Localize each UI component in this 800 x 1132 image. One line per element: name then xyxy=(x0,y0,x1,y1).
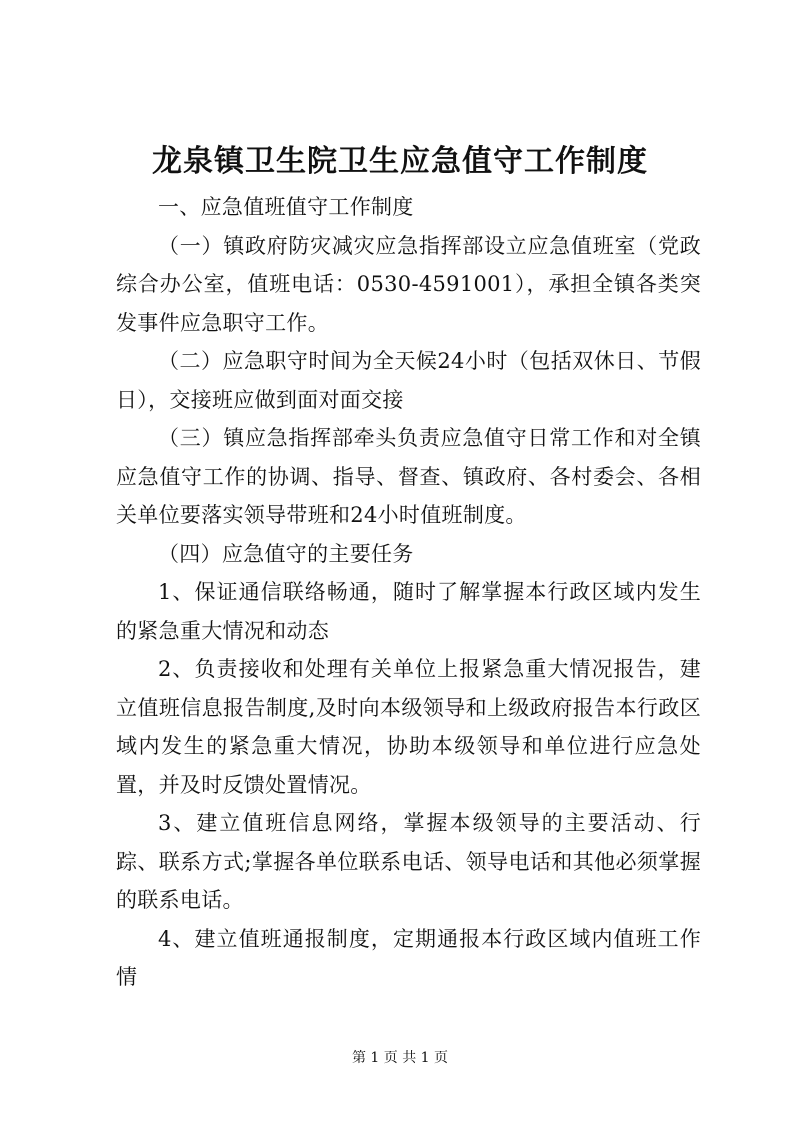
section-heading: 一、应急值班值守工作制度 xyxy=(158,195,414,219)
page-title: 龙泉镇卫生院卫生应急值守工作制度 xyxy=(152,144,648,179)
document-body xyxy=(116,188,701,997)
paragraph-item-1: （一）镇政府防灾减灾应急指挥部设立应急值班室（党政综合办公室，值班电话：0530-4591001），承担全镇各类突发事件应急职守工作。 xyxy=(116,233,701,335)
task-item-2: 2、负责接收和处理有关单位上报紧急重大情况报告，建立值班信息报告制度,及时向本级领导和上级政府报告本行政区域内发生的紧急重大情况，协助本级领导和单位进行应急处置，并及时反馈处置情况。 xyxy=(116,657,701,797)
paragraph-item-3: （三）镇应急指挥部牵头负责应急值守日常工作和对全镇应急值守工作的协调、指导、督查、镇政府、各村委会、各相关单位要落实领导带班和24小时值班制度。 xyxy=(116,426,701,527)
paragraph-item-4-heading: （四）应急值守的主要任务 xyxy=(158,541,414,566)
task-item-1: 1、保证通信联络畅通，随时了解掌握本行政区域内发生的紧急重大情况和动态 xyxy=(116,580,701,643)
paragraph-item-2: （二）应急职守时间为全天候24小时（包括双休日、节假日），交接班应做到面对面交接 xyxy=(116,349,701,412)
task-item-3: 3、建立值班信息网络，掌握本级领导的主要活动、行踪、联系方式;掌握各单位联系电话、领导电话和其他必须掌握的联系电话。 xyxy=(116,811,701,912)
task-item-4: 4、建立值班通报制度，定期通报本行政区域内值班工作情 xyxy=(116,926,701,989)
page-footer: 第 1 页 共 1 页 xyxy=(351,1050,449,1066)
